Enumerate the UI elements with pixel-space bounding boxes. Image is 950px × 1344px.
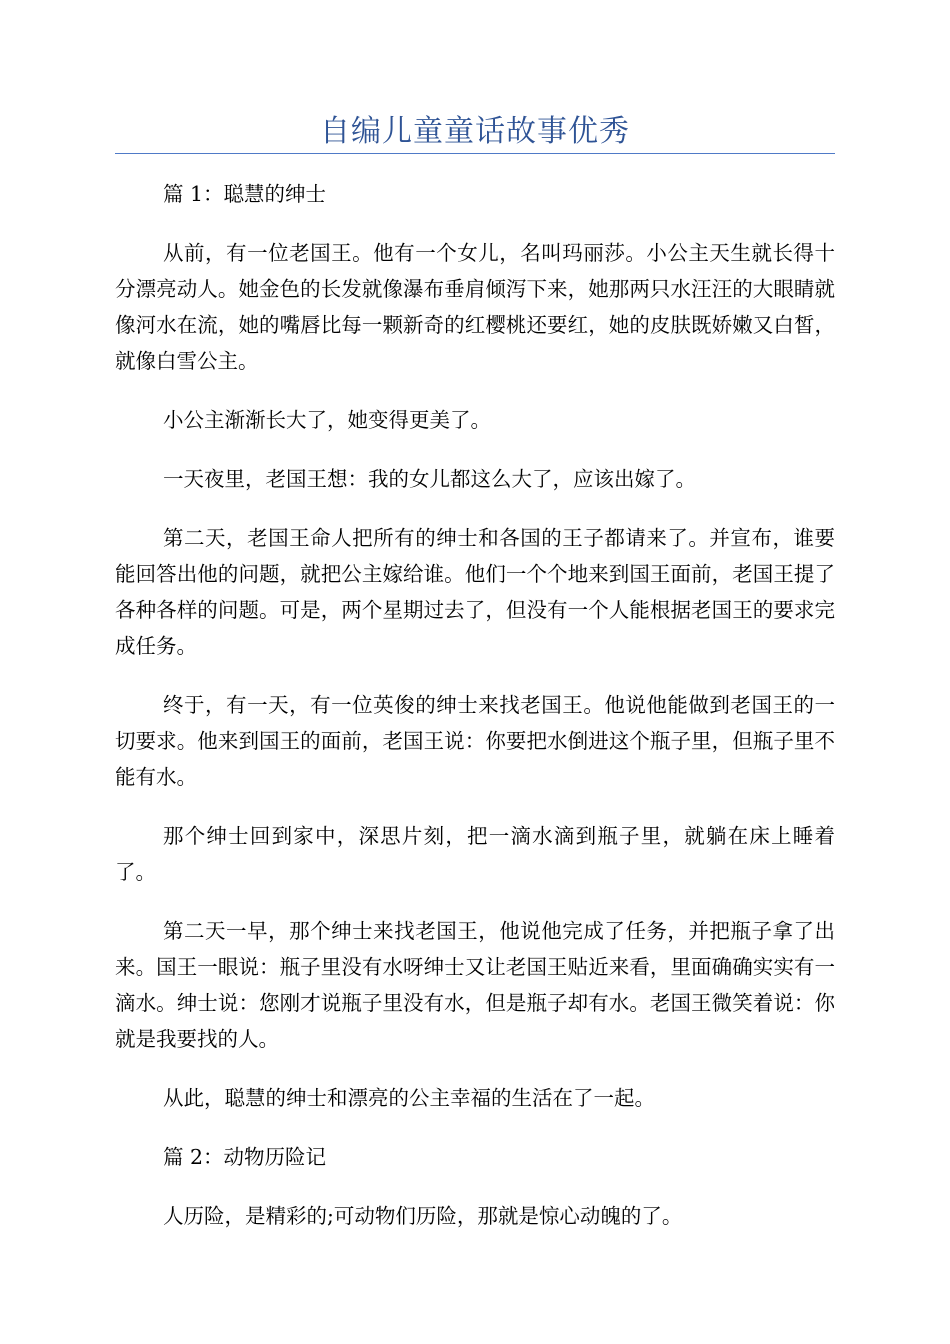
paragraph: 人历险，是精彩的;可动物们历险，那就是惊心动魄的了。 bbox=[163, 1204, 683, 1228]
title-underline bbox=[115, 153, 835, 154]
section-heading-2: 篇 2：动物历险记 bbox=[163, 1145, 327, 1169]
paragraph: 第二天，老国王命人把所有的绅士和各国的王子都请来了。并宣布，谁要能回答出他的问题，就把公主嫁给谁。他们一个个地来到国王面前，老国王提了各种各样的问题。可是，两个星期过去了，但没有一个人能根据老国王的要求完成任务。 bbox=[115, 526, 835, 658]
paragraph: 一天夜里，老国王想：我的女儿都这么大了，应该出嫁了。 bbox=[163, 467, 696, 491]
paragraph: 小公主渐渐长大了，她变得更美了。 bbox=[163, 408, 491, 432]
paragraph: 从此，聪慧的绅士和漂亮的公主幸福的生活在了一起。 bbox=[163, 1086, 655, 1110]
section-heading-1: 篇 1：聪慧的绅士 bbox=[163, 182, 327, 206]
paragraph: 从前，有一位老国王。他有一个女儿，名叫玛丽莎。小公主天生就长得十分漂亮动人。她金色的长发就像瀑布垂肩倾泻下来，她那两只水汪汪的大眼睛就像河水在流，她的嘴唇比每一颗新奇的红樱桃还要红，她的皮肤既娇嫩又白皙，就像白雪公主。 bbox=[115, 241, 835, 373]
paragraph: 终于，有一天，有一位英俊的绅士来找老国王。他说他能做到老国王的一切要求。他来到国王的面前，老国王说：你要把水倒进这个瓶子里，但瓶子里不能有水。 bbox=[115, 693, 835, 789]
paragraph: 第二天一早，那个绅士来找老国王，他说他完成了任务，并把瓶子拿了出来。国王一眼说：瓶子里没有水呀绅士又让老国王贴近来看，里面确确实实有一滴水。绅士说：您刚才说瓶子里没有水，但是瓶子却有水。老国王微笑着说：你就是我要找的人。 bbox=[115, 919, 835, 1051]
paragraph: 那个绅士回到家中，深思片刻，把一滴水滴到瓶子里，就躺在床上睡着了。 bbox=[115, 824, 835, 884]
document-title: 自编儿童童话故事优秀 bbox=[320, 114, 630, 149]
document-body bbox=[115, 176, 835, 1257]
